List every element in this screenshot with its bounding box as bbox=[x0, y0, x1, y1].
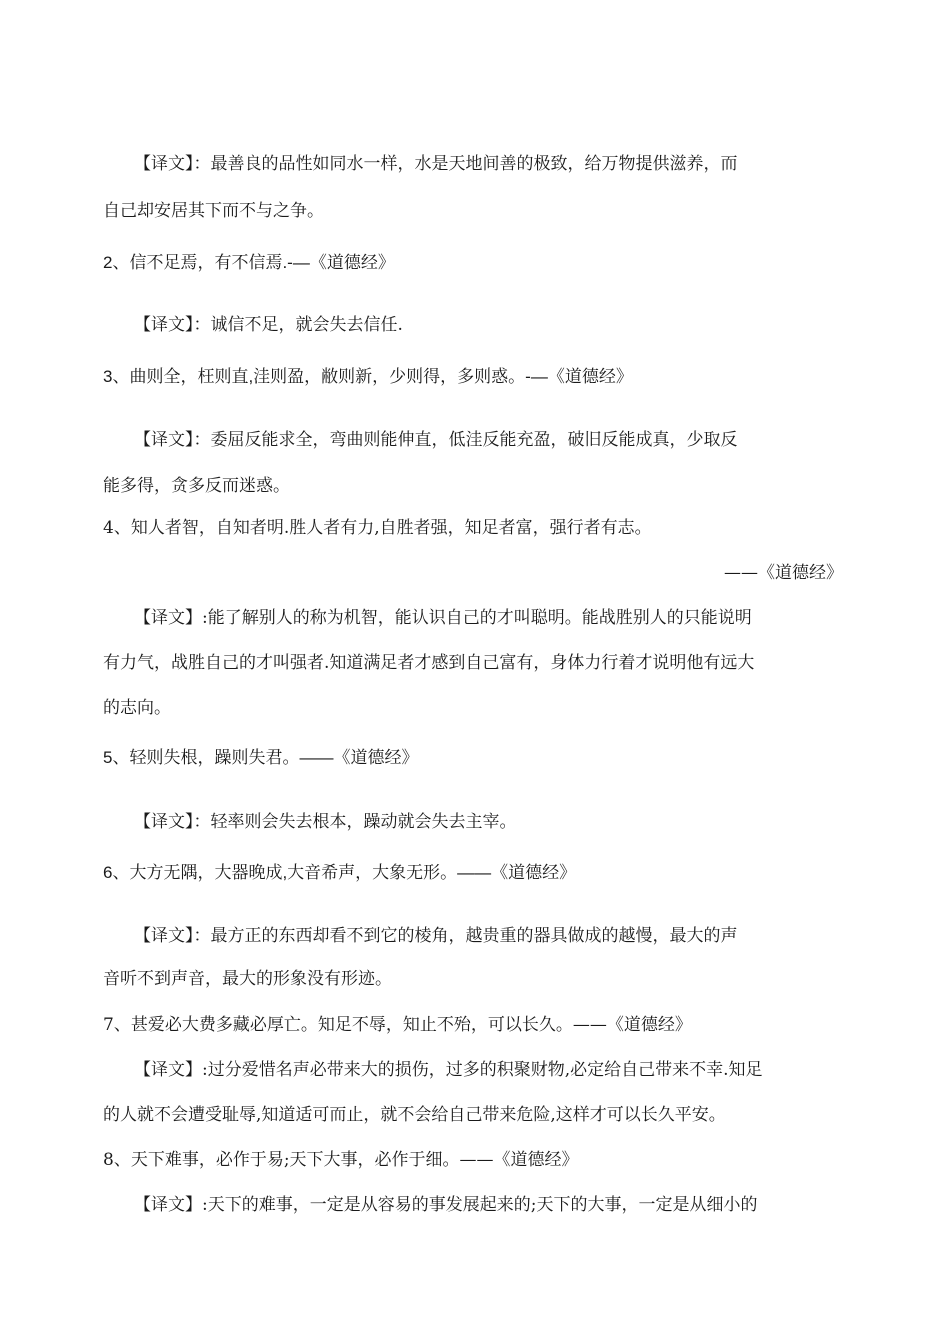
translation-line: 【译文】：诚信不足，就会失去信任. bbox=[134, 315, 403, 335]
translation-line: 有力气，战胜自己的才叫强者.知道满足者才感到自己富有，身体力行着才说明他有远大 bbox=[103, 653, 755, 673]
quote-line: 7、甚爱必大费多藏必厚亡。知足不辱，知止不殆，可以长久。——《道德经》 bbox=[103, 1015, 692, 1035]
translation-line: 【译文】：委屈反能求全，弯曲则能伸直，低洼反能充盈，破旧反能成真，少取反 bbox=[134, 430, 738, 450]
translation-line: 【译文】:过分爱惜名声必带来大的损伤，过多的积聚财物,必定给自己带来不幸.知足 bbox=[134, 1060, 763, 1080]
quote-line: 8、天下难事，必作于易;天下大事，必作于细。——《道德经》 bbox=[103, 1150, 579, 1170]
quote-line: 6、大方无隅，大器晚成,大音希声，大象无形。——《道德经》 bbox=[103, 863, 577, 882]
quote-line: 2、信不足焉，有不信焉.-—《道德经》 bbox=[103, 253, 395, 272]
translation-line: 【译文】：最善良的品性如同水一样，水是天地间善的极致，给万物提供滋养，而 bbox=[134, 154, 738, 174]
quote-line: 3、曲则全，枉则直,洼则盈，敝则新，少则得，多则惑。-—《道德经》 bbox=[103, 367, 633, 386]
translation-line: 自己却安居其下而不与之争。 bbox=[103, 201, 324, 221]
quote-line: 4、知人者智，自知者明.胜人者有力,自胜者强，知足者富，强行者有志。 bbox=[103, 518, 652, 538]
translation-line: 音听不到声音，最大的形象没有形迹。 bbox=[103, 969, 392, 989]
translation-line: 【译文】:能了解别人的称为机智，能认识自己的才叫聪明。能战胜别人的只能说明 bbox=[134, 608, 752, 628]
translation-line: 的志向。 bbox=[103, 698, 171, 718]
translation-line: 的人就不会遭受耻辱,知道适可而止，就不会给自己带来危险,这样才可以长久平安。 bbox=[103, 1105, 726, 1125]
translation-line: 【译文】：最方正的东西却看不到它的棱角，越贵重的器具做成的越慢，最大的声 bbox=[134, 926, 738, 946]
quote-source: ——《道德经》 bbox=[724, 563, 843, 583]
quote-line: 5、轻则失根，躁则失君。——《道德经》 bbox=[103, 748, 419, 767]
translation-line: 【译文】：轻率则会失去根本，躁动就会失去主宰。 bbox=[134, 812, 517, 832]
translation-line: 【译文】:天下的难事，一定是从容易的事发展起来的;天下的大事，一定是从细小的 bbox=[134, 1195, 758, 1215]
translation-line: 能多得，贪多反而迷惑。 bbox=[103, 476, 290, 496]
